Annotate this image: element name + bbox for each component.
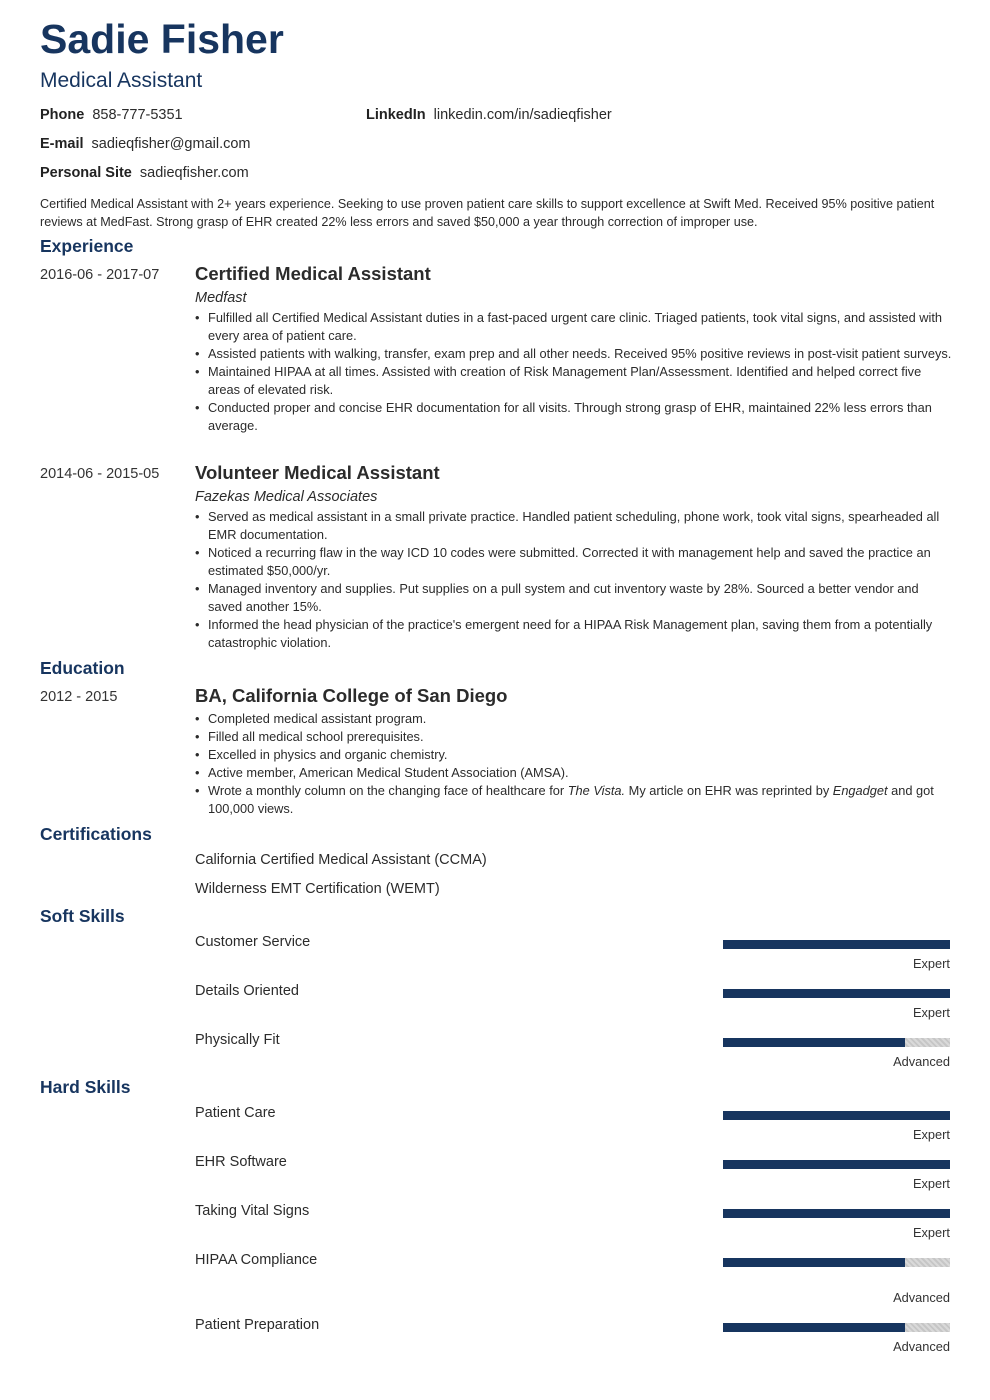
linkedin-link[interactable]: linkedin.com/in/sadieqfisher [433,107,612,123]
job-1-dates: 2016-06 - 2017-07 [40,267,160,283]
linkedin-label: LinkedIn [366,107,426,123]
skill-level-fill [723,940,950,949]
job-2-dates: 2014-06 - 2015-05 [40,466,160,482]
list-item [195,782,955,818]
job-2-company: Fazekas Medical Associates [195,489,378,505]
list-item: • Conducted proper and concise EHR documentation for all visits. Through strong grasp of EHR, maintained 22% less errors than average. [195,399,955,435]
skill-level-bar [723,1111,950,1120]
certification-item: Wilderness EMT Certification (WEMT) [195,881,440,897]
skill-name: Physically Fit [195,1032,280,1048]
summary-text: Certified Medical Assistant with 2+ years experience. Seeking to use proven patient care skills to support excellence at Swift Med. Received 95% positive patient reviews at MedFast. Strong grasp of EHR created 22% less errors and saved $50,000 a year through correction of improper use. [40,197,935,229]
skill-level-fill [723,1111,950,1120]
skill-level-fill [723,989,950,998]
bullet-text: and got 100,000 views. [208,783,934,816]
contact-site [40,165,249,181]
list-item: • Excelled in physics and organic chemistry. [195,746,955,764]
education-heading: Education [40,658,125,678]
soft-skills-heading: Soft Skills [40,906,125,926]
list-item: • Informed the head physician of the practice's emergent need for a HIPAA Risk Management plan, saving them from a potentially catastrophic violation. [195,616,955,652]
list-item: • Assisted patients with walking, transfer, exam prep and all other needs. Received 95% positive reviews in post-visit patient surveys. [195,345,955,363]
email-label: E-mail [40,136,84,152]
skill-level-bar [723,1038,950,1047]
skill-name: Taking Vital Signs [195,1203,310,1219]
list-item: • Active member, American Medical Student Association (AMSA). [195,764,955,782]
candidate-title: Medical Assistant [40,69,203,92]
skill-level-fill [723,1258,905,1267]
skill-level-bar [723,940,950,949]
skill-level-label: Expert [913,1225,950,1240]
job-2-title: Volunteer Medical Assistant [195,462,440,483]
skill-level-label: Expert [913,956,950,971]
site-label: Personal Site [40,165,132,181]
phone-value: 858-777-5351 [92,107,183,123]
skill-name: HIPAA Compliance [195,1252,318,1268]
skill-name: Details Oriented [195,983,299,999]
email-link[interactable]: sadieqfisher@gmail.com [91,136,251,152]
job-1-company: Medfast [195,290,247,306]
phone-label: Phone [40,107,85,123]
contact-linkedin [366,107,612,123]
skill-level-label: Expert [913,1127,950,1142]
skill-level-bar [723,1160,950,1169]
education-degree: BA, California College of San Diego [195,685,508,706]
publication-name: The Vista. [567,783,626,798]
skill-level-fill [723,1209,950,1218]
skill-level-label: Advanced [893,1339,950,1354]
skill-level-fill [723,1160,950,1169]
list-item: • Maintained HIPAA at all times. Assisted with creation of Risk Management Plan/Assessment. Identified and helped correct five areas of elevated risk. [195,363,955,399]
skill-level-bar [723,1258,950,1267]
education-dates: 2012 - 2015 [40,689,118,705]
skill-name: Patient Preparation [195,1317,320,1333]
job-1-title: Certified Medical Assistant [195,263,431,284]
job-1-bullets [195,309,955,435]
skill-name: EHR Software [195,1154,287,1170]
candidate-name: Sadie Fisher [40,16,284,62]
certification-item: California Certified Medical Assistant (CCMA) [195,852,487,868]
list-item: • Filled all medical school prerequisites. [195,728,955,746]
list-item: • Managed inventory and supplies. Put supplies on a pull system and cut inventory waste by 28%. Sourced a better vendor and saved another 15%. [195,580,955,616]
job-2-bullets [195,508,955,652]
skill-level-bar [723,1209,950,1218]
hard-skills-heading: Hard Skills [40,1077,131,1097]
list-item: • Completed medical assistant program. [195,710,955,728]
list-item: • Noticed a recurring flaw in the way ICD 10 codes were submitted. Corrected it with management help and saved the practice an estimated $50,000/yr. [195,544,955,580]
skill-level-bar [723,989,950,998]
skill-name: Customer Service [195,934,311,950]
experience-heading: Experience [40,236,134,256]
skill-name: Patient Care [195,1105,276,1121]
skill-level-label: Advanced [893,1054,950,1069]
skill-level-fill [723,1038,905,1047]
certifications-heading: Certifications [40,824,152,844]
site-link[interactable]: sadieqfisher.com [139,165,249,181]
list-item: • Fulfilled all Certified Medical Assistant duties in a fast-paced urgent care clinic. Triaged patients, took vital signs, and assisted with every area of patient care. [195,309,955,345]
contact-email [40,136,251,152]
skill-level-label: Expert [913,1176,950,1191]
skill-level-label: Expert [913,1005,950,1020]
contact-phone [40,107,183,123]
education-bullets [195,710,955,818]
publication-name: Engadget [832,783,888,798]
skill-level-label: Advanced [893,1290,950,1305]
list-item: • Served as medical assistant in a small private practice. Handled patient scheduling, phone work, took vital signs, spearheaded all EMR documentation. [195,508,955,544]
bullet-text: Wrote a monthly column on the changing face of healthcare for [208,783,568,798]
bullet-text: My article on EHR was reprinted by [625,783,833,798]
skill-level-fill [723,1323,905,1332]
skill-level-bar [723,1323,950,1332]
